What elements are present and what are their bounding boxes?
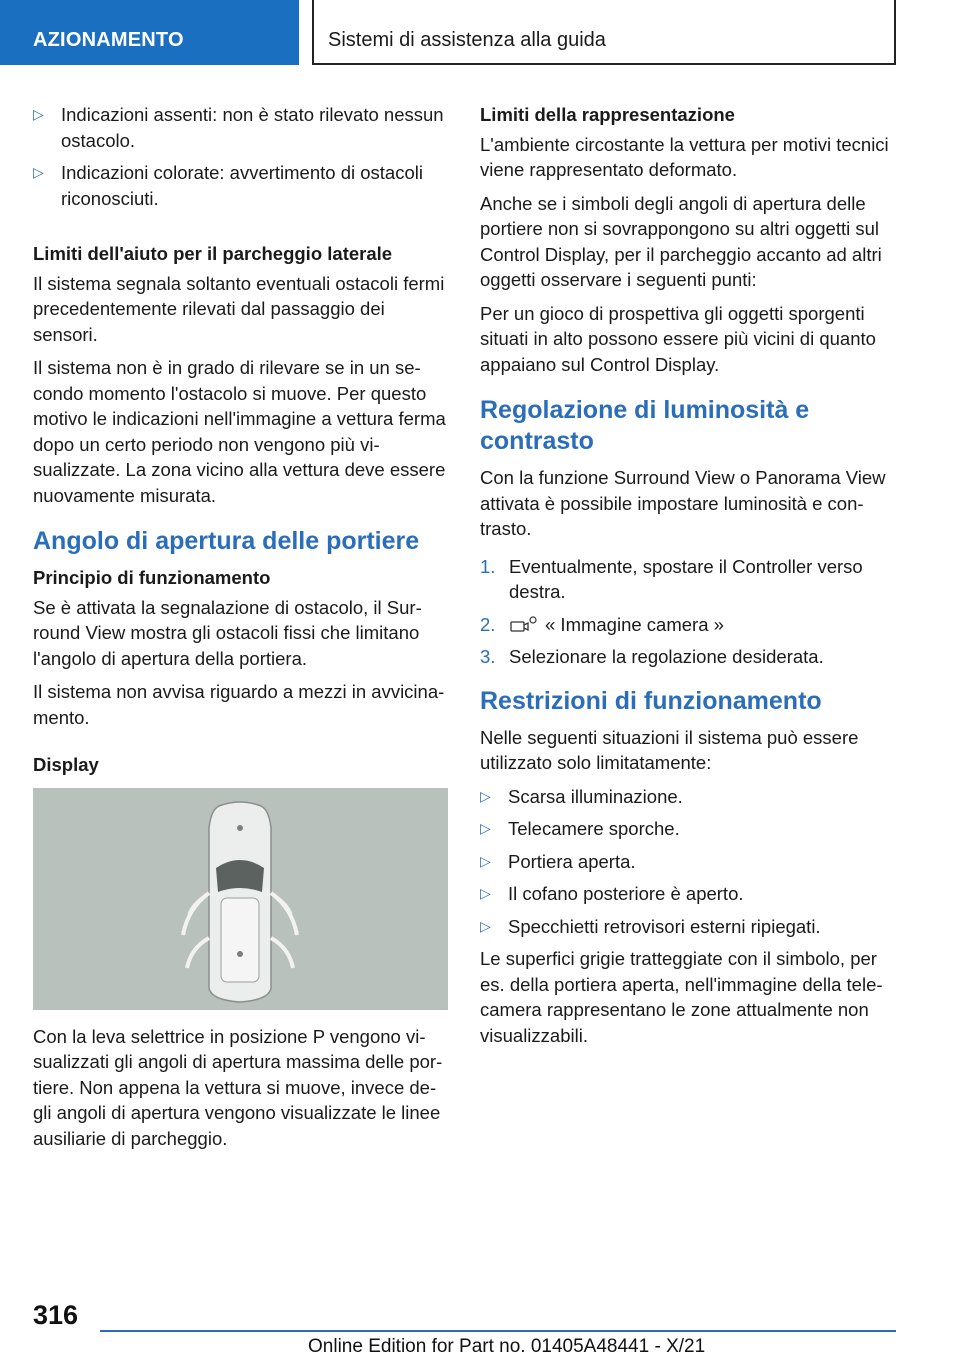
bullet-marker-icon: ▷ (480, 787, 491, 804)
section-tab[interactable]: AZIONAMENTO (0, 0, 299, 65)
bullet-marker-icon: ▷ (480, 852, 491, 869)
list-item: 3. Selezionare la regolazione desiderata. (480, 646, 824, 667)
paragraph: L'ambiente circostante la vettura per motivi tecnici viene rappresentato deformato. (480, 133, 889, 180)
list-item: ▷ Specchietti retrovisori esterni ripiegati. (480, 914, 898, 940)
section-heading-restrictions: Restrizioni di funzionamento (480, 686, 822, 715)
list-item: ▷ Telecamere sporche. (480, 816, 898, 842)
list-item: 1. Eventualmente, spostare il Controller verso destra. (480, 555, 863, 602)
bullet-marker-icon: ▷ (33, 106, 44, 122)
subheading-representation: Limiti della rappresentazione (480, 104, 735, 125)
paragraph: Il sistema segnala soltanto eventuali ostacoli fermi precedentemente rilevati dal passaggio dei sensori. (33, 272, 445, 345)
camera-settings-icon (509, 615, 539, 633)
list-item: ▷ Il cofano posteriore è aperto. (480, 881, 898, 907)
paragraph: Il sistema non avvisa riguardo a mezzi in avvicinamento. (33, 681, 445, 728)
subheading-display: Display (33, 754, 99, 775)
paragraph: Se è attivata la segnalazione di ostacolo, il Surround View mostra gli ostacoli fissi che limitano l'angolo di apertura della portiera. (33, 596, 422, 669)
subheading-principle: Principio di funzionamento (33, 567, 271, 588)
paragraph: Le superfici grigie tratteggiate con il simbolo, per es. della portiera aperta, nell'immagine della telecamera rappresentano le zone attualmente non visualizzabili. (480, 948, 883, 1046)
bullet-marker-icon: ▷ (480, 885, 491, 901)
left-column (33, 102, 448, 1159)
list-item: ▷ Portiera aperta. (480, 849, 898, 875)
paragraph: Con la leva selettrice in posizione P vengono visualizzati gli angoli di apertura massima delle portiere. Non appena la vettura si muove, invece degli angoli di apertura vengono visualizzate le linee ausiliarie di parcheggio. (33, 1025, 443, 1149)
footer-divider (100, 1330, 896, 1332)
footer-edition: Online Edition for Part no. 01405A48441 - X/21 (308, 1336, 706, 1357)
paragraph: Nelle seguenti situazioni il sistema può essere utilizzato solo limitatamente: (480, 726, 859, 773)
list-item: ▷ Scarsa illuminazione. (480, 784, 898, 810)
paragraph: Il sistema non è in grado di rilevare se in un secondo momento l'ostacolo si muove. Per questo motivo le indicazioni nell'immagine a vettura ferma dopo un certo periodo non vengono più visualizzate. La zona vicino alla vettura deve essere nuovamente misurata. (33, 357, 446, 506)
paragraph: Per un gioco di prospettiva gli oggetti sporgenti situati in alto possono essere più vicini di quanto appaiano sul Control Display. (480, 302, 876, 375)
chapter-title: Sistemi di assistenza alla guida (312, 0, 896, 65)
section-heading-door-angle: Angolo di apertura delle portiere (33, 527, 420, 555)
car-top-view-icon (33, 788, 448, 1010)
subheading-limits: Limiti dell'aiuto per il parcheggio laterale (33, 243, 393, 264)
right-column (480, 102, 898, 1056)
surround-view-display-image (33, 788, 448, 1010)
page-number: 316 (33, 1300, 79, 1330)
bullet-marker-icon: ▷ (480, 820, 491, 836)
bullet-marker-icon: ▷ (480, 917, 491, 934)
list-item: 2. « Immagine camera » (480, 613, 724, 635)
paragraph: Con la funzione Surround View o Panorama View attivata è possibile impostare luminosità e contrasto. (480, 467, 886, 539)
bullet-marker-icon: ▷ (33, 164, 44, 180)
paragraph: Anche se i simboli degli angoli di apertura delle portiere non si sovrappongono su altri oggetti sul Control Display, per il parcheggio accanto ad altri oggetti osservare i seguenti punti: (480, 192, 882, 290)
list-item: ▷ Indicazioni assenti: non è stato rilevato nessun ostacolo. (33, 104, 444, 151)
section-heading-brightness: Regolazione di luminosità e contrasto (480, 396, 810, 455)
list-item: ▷ Indicazioni colorate: avvertimento di ostacoli riconosciuti. (33, 162, 423, 209)
